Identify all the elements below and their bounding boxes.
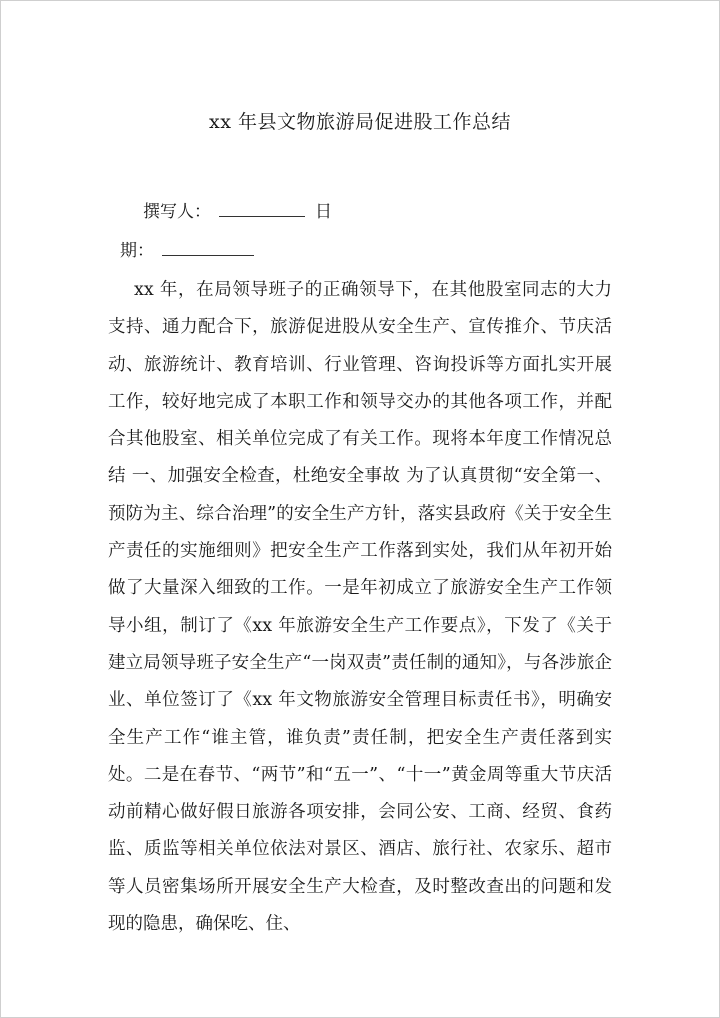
author-blank (219, 198, 305, 217)
body-paragraph: xx 年，在局领导班子的正确领导下，在其他股室同志的大力支持、通力配合下，旅游促进股从安全生产、宣传推介、节庆活动、旅游统计、教育培训、行业管理、咨询投诉等方面扎实开展工作，较好地完成了本职工作和领导交办的其他各项工作，并配合其他股室、相关单位完成了有关工作。现将本年度工作情况总结 一、加强安全检查，杜绝安全事故 为了认真贯彻“安全第一、预防为主、综合治理”的安全生产方针，落实县政府《关于安全生产责任的实施细则》把安全生产工作落到实处，我们从年初开始做了大量深入细致的工作。一是年初成立了旅游安全生产工作领导小组，制订了《xx 年旅游安全生产工作要点》，下发了《关于建立局领导班子安全生产“一岗双责”责任制的通知》，与各涉旅企业、单位签订了《xx 年文物旅游安全管理目标责任书》，明确安全生产工作“谁主管，谁负责”责任制，把安全生产责任落到实处。二是在春节、“两节”和“五一”、“十一”黄金周等重大节庆活动前精心做好假日旅游各项安排，会同公安、工商、经贸、食药监、质监等相关单位依法对景区、酒店、旅行社、农家乐、超市等人员密集场所开展安全生产大检查，及时整改查出的问题和发现的隐患，确保吃、住、 (108, 280, 612, 935)
date-suffix: 日 (315, 202, 332, 222)
author-line (143, 197, 332, 227)
author-label: 撰写人： (143, 202, 211, 222)
date-line (120, 236, 254, 266)
date-label: 期： (120, 241, 154, 261)
document-title: xx 年县文物旅游局促进股工作总结 (209, 111, 511, 133)
date-blank (162, 237, 254, 256)
